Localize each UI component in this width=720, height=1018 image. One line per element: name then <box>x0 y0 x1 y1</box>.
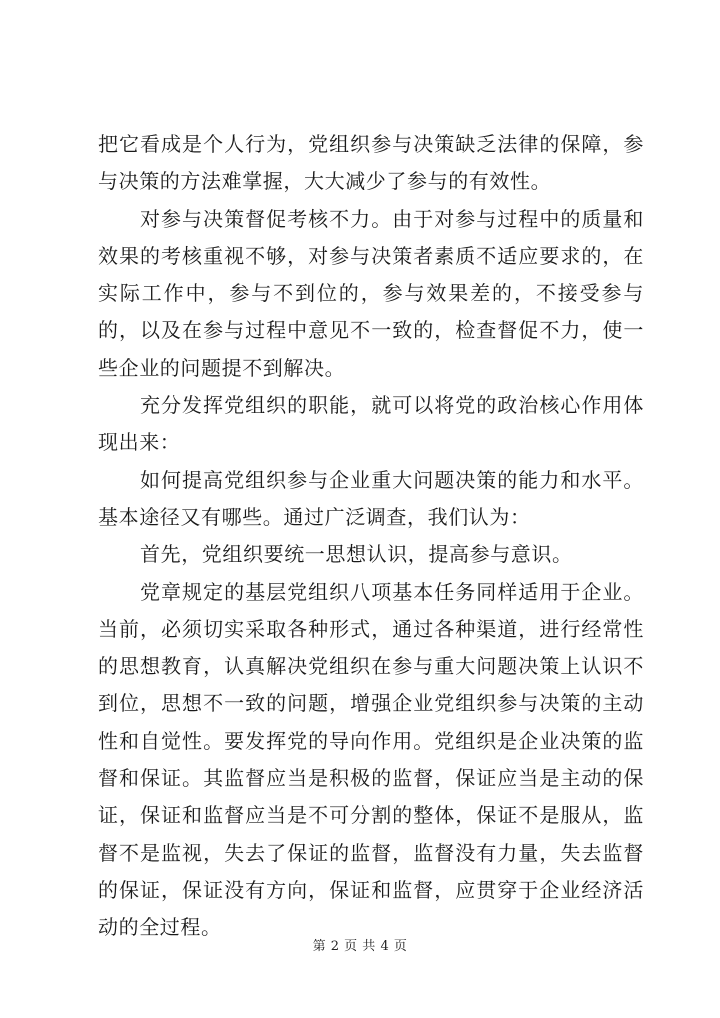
paragraph-4: 如何提高党组织参与企业重大问题决策的能力和水平。基本途径又有哪些。通过广泛调查，我们认为： <box>98 467 644 529</box>
paragraph-6: 党章规定的基层党组织八项基本任务同样适用于企业。当前，必须切实采取各种形式，通过各种渠道，进行经常性的思想教育，认真解决党组织在参与重大问题决策上认识不到位，思想不一致的问题，增强企业党组织参与决策的主动性和自觉性。要发挥党的导向作用。党组织是企业决策的监督和保证。其监督应当是积极的监督，保证应当是主动的保证，保证和监督应当是不可分割的整体，保证不是服从，监督不是监视，失去了保证的监督，监督没有力量，失去监督的保证，保证没有方向，保证和监督，应贯穿于企业经济活动的全过程。 <box>98 579 644 940</box>
paragraph-5: 首先，党组织要统一思想认识，提高参与意识。 <box>140 542 573 567</box>
page-number-footer: 第 2 页 共 4 页 <box>312 939 408 954</box>
paragraph-2: 对参与决策督促考核不力。由于对参与过程中的质量和效果的考核重视不够，对参与决策者素质不适应要求的，在实际工作中，参与不到位的，参与效果差的，不接受参与的，以及在参与过程中意见不一致的，检查督促不力，使一些企业的问题提不到解决。 <box>98 206 644 380</box>
document-body <box>98 126 644 947</box>
paragraph-1: 把它看成是个人行为，党组织参与决策缺乏法律的保障，参与决策的方法难掌握，大大减少了参与的有效性。 <box>98 132 644 194</box>
paragraph-3: 充分发挥党组织的职能，就可以将党的政治核心作用体现出来： <box>98 393 644 455</box>
